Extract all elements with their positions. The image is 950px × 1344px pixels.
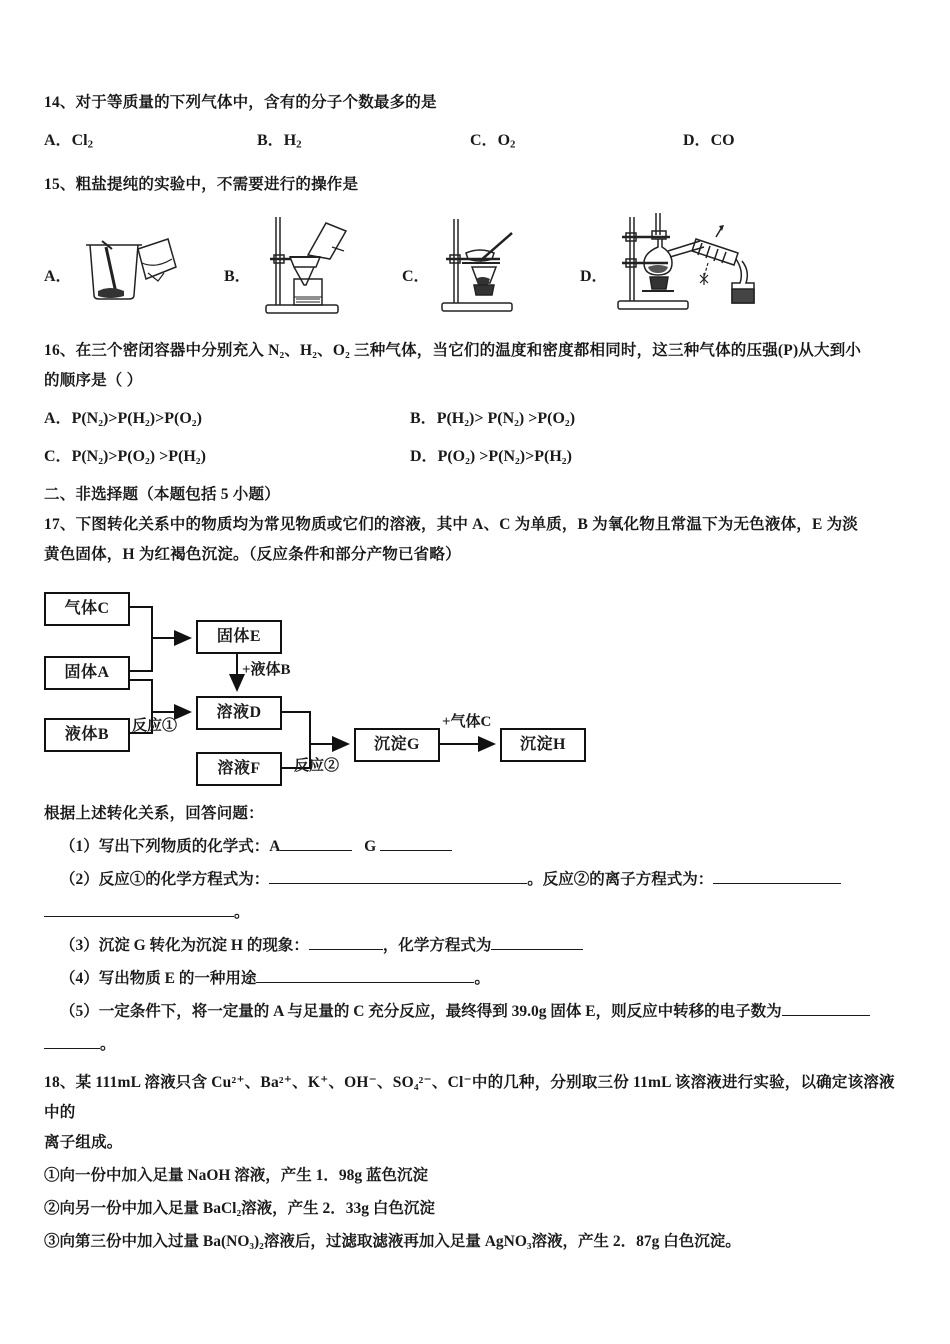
flow-box-liquid-b: 液体B (44, 718, 130, 752)
transformation-flowchart (44, 586, 906, 791)
option-14-A-label: A． (44, 132, 72, 149)
option-14-D[interactable] (683, 126, 896, 156)
dissolving-apparatus-icon (72, 223, 182, 308)
question-17-prompt: 根据上述转化关系，回答问题： (44, 805, 264, 822)
option-16-A[interactable] (44, 404, 410, 434)
option-15-B-label: B． (224, 268, 251, 285)
question-17-sub-5-cont (44, 1029, 906, 1060)
sub-2-blank-3[interactable] (44, 901, 234, 917)
question-14-text: 对于等质量的下列气体中，含有的分子个数最多的是 (75, 94, 437, 111)
filtration-apparatus-icon (254, 213, 354, 322)
sub-5-blank-2[interactable] (44, 1033, 100, 1049)
flow-box-precipitate-h: 沉淀H (500, 728, 586, 762)
question-17-sub-5 (44, 996, 906, 1027)
question-16-text-1: 在三个密闭容器中分别充入 N₂、H₂、O₂ 三种气体，当它们的温度和密度都相同时，这三种气体的压强(P)从大到小 (75, 342, 862, 359)
question-15-number: 15、 (44, 176, 76, 193)
question-18-experiment-1: ①向一份中加入足量 NaOH 溶液，产生 1．98g 蓝色沉淀 (44, 1167, 429, 1184)
option-15-A[interactable] (44, 210, 224, 322)
question-17-text-1: 下图转化关系中的物质均为常见物质或它们的溶液，其中 A、C 为单质，B 为氧化物且常温下为无色液体，E 为淡 (75, 516, 858, 533)
page-content (44, 88, 906, 1257)
question-17-sub-3 (44, 930, 906, 961)
question-18-number: 18、 (44, 1074, 76, 1091)
flow-box-solid-e: 固体E (196, 620, 282, 654)
flow-label-add-gas-c: +气体C (442, 714, 492, 730)
option-16-B-label: B． (410, 410, 437, 427)
option-16-C-text: P(N₂)>P(O₂) >P(H₂) (71, 448, 206, 465)
question-15-figures (44, 210, 906, 322)
option-16-B[interactable] (410, 404, 776, 434)
evaporation-apparatus-icon (434, 217, 530, 320)
question-17-sub-2-cont (44, 897, 906, 928)
question-15-text: 粗盐提纯的实验中，不需要进行的操作是 (75, 176, 359, 193)
question-17-stem-line1 (44, 510, 906, 540)
question-16-number: 16、 (44, 342, 76, 359)
option-14-C-formula: O (497, 132, 511, 149)
option-14-D-formula: CO (710, 132, 735, 149)
option-14-C-sub: 2 (510, 138, 516, 151)
flow-box-solid-a: 固体A (44, 656, 130, 690)
sub-2-text-c: 。 (234, 904, 250, 921)
flow-box-precipitate-g: 沉淀G (354, 728, 440, 762)
sub-3-text-b: ，化学方程式为 (382, 937, 492, 954)
sub-3-blank-2[interactable] (491, 934, 583, 950)
question-17-sub-2 (44, 864, 906, 895)
flow-box-solution-d: 溶液D (196, 696, 282, 730)
distillation-apparatus-icon (612, 211, 762, 322)
question-14-number: 14、 (44, 94, 76, 111)
option-15-C[interactable] (402, 210, 582, 322)
question-17-stem-line2: 黄色固体，H 为红褐色沉淀。（反应条件和部分产物已省略） (44, 546, 461, 563)
option-14-B[interactable] (257, 126, 470, 156)
section-2-heading: 二、非选择题（本题包括 5 小题） (44, 486, 280, 503)
option-16-A-text: P(N₂)>P(H₂)>P(O₂) (71, 410, 202, 427)
option-15-D[interactable] (580, 210, 800, 322)
option-16-C[interactable] (44, 442, 410, 472)
option-14-B-label: B． (257, 132, 284, 149)
question-18-experiment-2: ②向另一份中加入足量 BaCl₂溶液，产生 2．33g 白色沉淀 (44, 1200, 435, 1217)
sub-5-blank-1[interactable] (782, 1000, 870, 1016)
sub-1-blank-g[interactable] (380, 835, 452, 851)
sub-2-text-b: 。反应②的离子方程式为： (527, 871, 714, 888)
question-16-options-row-2 (44, 442, 906, 472)
sub-3-blank-1[interactable] (309, 934, 383, 950)
flow-label-reaction-2: 反应② (294, 758, 340, 774)
option-16-A-label: A． (44, 410, 72, 427)
question-18-experiment-3: ③向第三份中加入过量 Ba(NO₃)₂溶液后，过滤取滤液再加入足量 AgNO₃溶液，产生 2．87g 白色沉淀。 (44, 1233, 741, 1250)
option-15-C-label: C． (402, 268, 430, 285)
option-16-D-text: P(O₂) >P(N₂)>P(H₂) (437, 448, 572, 465)
flow-box-gas-c: 气体C (44, 592, 130, 626)
question-14-stem (44, 88, 906, 118)
option-14-A-formula: Cl (71, 132, 88, 149)
option-14-B-sub: 2 (296, 138, 302, 151)
option-16-B-text: P(H₂)> P(N₂) >P(O₂) (436, 410, 576, 427)
question-17-sub-1 (44, 831, 906, 862)
sub-4-blank[interactable] (256, 967, 474, 983)
question-17-number: 17、 (44, 516, 76, 533)
flow-label-reaction-1: 反应① (132, 718, 178, 734)
question-16-options-row-1 (44, 404, 906, 434)
question-14-options (44, 126, 906, 156)
sub-3-text-a: （3）沉淀 G 转化为沉淀 H 的现象： (60, 937, 309, 954)
sub-4-text-a: （4）写出物质 E 的一种用途 (60, 970, 257, 987)
sub-2-blank-2[interactable] (713, 868, 841, 884)
question-17-sub-4 (44, 963, 906, 994)
question-18-stem-line1 (44, 1068, 906, 1128)
sub-1-text: （1）写出下列物质的化学式：A (60, 838, 281, 855)
option-15-D-label: D． (580, 268, 608, 285)
option-15-A-label: A． (44, 268, 72, 285)
option-14-C[interactable] (470, 126, 683, 156)
option-16-C-label: C． (44, 448, 72, 465)
option-16-D-label: D． (410, 448, 438, 465)
option-14-A-sub: 2 (87, 138, 93, 151)
option-15-B[interactable] (224, 210, 404, 322)
sub-5-text-b: 。 (100, 1036, 116, 1053)
option-16-D[interactable] (410, 442, 776, 472)
question-15-stem (44, 170, 906, 200)
flow-box-solution-f: 溶液F (196, 752, 282, 786)
question-18-text-1: 某 111mL 溶液只含 Cu²⁺、Ba²⁺、K⁺、OH⁻、SO₄²⁻、Cl⁻中的几种，分别取三份 11mL 该溶液进行实验，以确定该溶液中的 (44, 1074, 895, 1121)
option-14-C-label: C． (470, 132, 498, 149)
sub-5-text-a: （5）一定条件下，将一定量的 A 与足量的 C 充分反应，最终得到 39.0g 固体 E，则反应中转移的电子数为 (60, 1003, 782, 1020)
sub-4-text-b: 。 (474, 970, 490, 987)
sub-2-blank-1[interactable] (269, 868, 527, 884)
question-18-stem-line2: 离子组成。 (44, 1134, 123, 1151)
option-14-D-label: D． (683, 132, 711, 149)
question-16-stem-line1 (44, 336, 906, 366)
flow-label-add-liquid-b: +液体B (242, 662, 291, 678)
option-14-A[interactable] (44, 126, 257, 156)
sub-1-text-2: G (364, 838, 377, 855)
sub-1-blank-a[interactable] (280, 835, 352, 851)
option-14-B-formula: H (283, 132, 297, 149)
question-16-stem-line2: 的顺序是（ ） (44, 372, 143, 389)
sub-2-text-a: （2）反应①的化学方程式为： (60, 871, 270, 888)
